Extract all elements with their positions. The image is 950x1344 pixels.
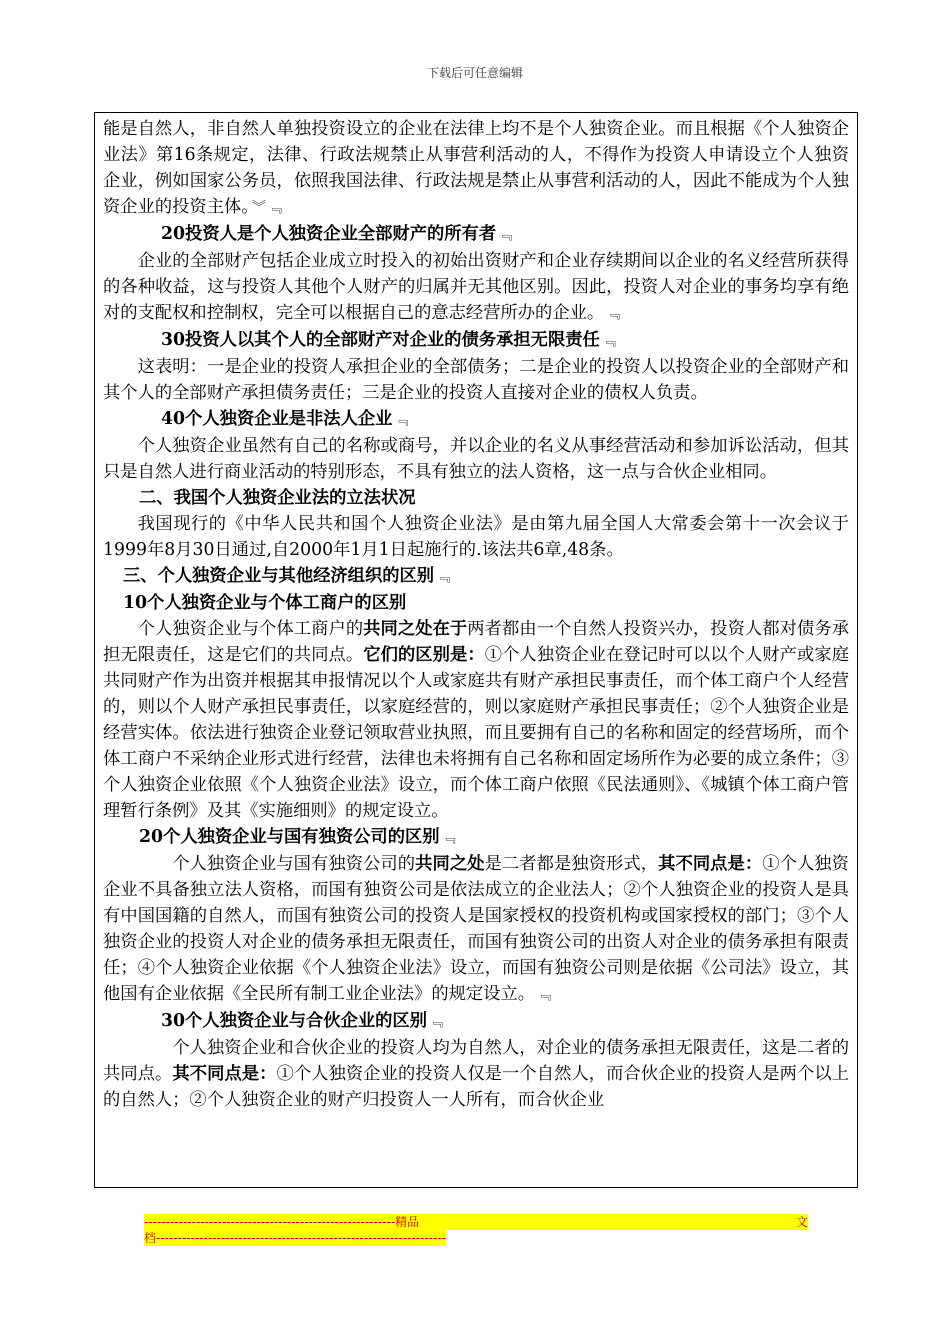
- heading-vs-state-owned: 20个人独资企业与国有独资公司的区别 ﹃: [139, 827, 456, 847]
- paragraph-mark-icon: ﹃: [267, 200, 282, 216]
- page-footer: [144, 1214, 808, 1246]
- paragraph-mark-icon: ﹃: [441, 830, 456, 846]
- paragraph-legislation: 我国现行的《中华人民共和国个人独资企业法》是由第九届全国人大常委会第十一次会议于1999年8月30日通过,自2000年1月1日起施行的.该法共6章,48条。: [103, 514, 849, 560]
- chevron-mark-icon: ︾: [251, 200, 266, 216]
- paragraph-unlimited-liability: 这表明：一是企业的投资人承担企业的全部债务；二是企业的投资人以投资企业的全部财产和其个人的全部财产承担债务责任；三是企业的投资人直接对企业的债权人负责。: [103, 357, 849, 403]
- heading-differences: 三、个人独资企业与其他经济组织的区别 ﹃: [123, 566, 451, 586]
- heading-investor-owner: 20投资人是个人独资企业全部财产的所有者 ﹃: [161, 224, 513, 244]
- document-body: [94, 112, 858, 1188]
- paragraph-mark-icon: ﹃: [429, 1014, 443, 1030]
- paragraph-intro: 能是自然人，非自然人单独投资设立的企业在法律上均不是个人独资企业。而且根据《个人独资企业法》第16条规定，法律、行政法规禁止从事营利活动的人，不得作为投资人申请设立个人独资企业，例如国家公务员，依照我国法律、行政法规是禁止从事营利活动的人，因此不能成为个人独资企业的投资主体。 ︾ ﹃: [103, 119, 849, 217]
- heading-non-legal-person: 40个人独资企业是非法人企业 ﹃: [161, 409, 409, 429]
- page-header: 下载后可任意编辑: [426, 66, 523, 80]
- paragraph-mark-icon: ﹃: [606, 306, 621, 322]
- heading-vs-partnership: 30个人独资企业与合伙企业的区别 ﹃: [161, 1011, 443, 1031]
- paragraph-vs-individual-business: 个人独资企业与个体工商户的共同之处在于两者都由一个自然人投资兴办，投资人都对债务承担无限责任，这是它们的共同点。它们的区别是：①个人独资企业在登记时可以以个人财产或家庭共同财产作为出资并根据其申报情况以个人或家庭共有财产承担民事责任，而个体工商户个人经营的，则以个人财产承担民事责任，以家庭经营的，则以家庭财产承担民事责任；②个人独资企业是经营实体。依法进行独资企业登记领取营业执照，而且要拥有自己的名称和固定的经营场所，而个体工商户不采纳企业形式进行经营，法律也未将拥有自己名称和固定场所作为必要的成立条件；③个人独资企业依照《个人独资企业法》设立，而个体工商户依照《民法通则》、《城镇个体工商户管理暂行条例》及其《实施细则》的规定设立。: [103, 619, 849, 821]
- footer-line-1: ---------------------------------------------------------- 精 品 文: [144, 1215, 808, 1229]
- paragraph-mark-icon: ﹃: [436, 569, 451, 585]
- paragraph-mark-icon: ﹃: [394, 412, 409, 428]
- paragraph-mark-icon: ﹃: [537, 987, 552, 1003]
- paragraph-mark-icon: ﹃: [601, 333, 616, 349]
- paragraph-vs-partnership: 个人独资企业和合伙企业的投资人均为自然人，对企业的债务承担无限责任，这是二者的共同点。其不同点是：①个人独资企业的投资人仅是一个自然人，而合伙企业的投资人是两个以上的自然人；②个人独资企业的财产归投资人一人所有，而合伙企业: [103, 1038, 849, 1110]
- heading-legislation: 二、我国个人独资企业法的立法状况: [139, 488, 416, 508]
- paragraph-non-legal-person: 个人独资企业虽然有自己的名称或商号，并以企业的名义从事经营活动和参加诉讼活动，但其只是自然人进行商业活动的特别形态，不具有独立的法人资格，这一点与合伙企业相同。: [103, 436, 849, 482]
- heading-unlimited-liability: 30投资人以其个人的全部财产对企业的债务承担无限责任 ﹃: [161, 330, 616, 350]
- heading-vs-individual-business: 10个人独资企业与个体工商户的区别: [123, 593, 407, 613]
- paragraph-vs-state-owned: 个人独资企业与国有独资公司的共同之处是二者都是独资形式，其不同点是：①个人独资企业不具备独立法人资格，而国有独资公司是依法成立的企业法人；②个人独资企业的投资人是具有中国国籍的自然人，而国有独资公司的投资人是国家授权的投资机构或国家授权的部门；③个人独资企业的投资人对企业的债务承担无限责任，而国有独资公司的出资人对企业的债务承担有限责任；④个人独资企业依据《个人独资企业法》设立，而国有独资公司则是依据《公司法》设立，其他国有企业依据《全民所有制工业企业法》的规定设立。 ﹃: [103, 854, 849, 1004]
- footer-line-2: 档-------------------------------------------------------------------: [144, 1231, 447, 1245]
- paragraph-investor-owner: 企业的全部财产包括企业成立时投入的初始出资财产和企业存续期间以企业的名义经营所获得的各种收益，这与投资人其他个人财产的归属并无其他区别。因此，投资人对企业的事务均享有绝对的支配权和控制权，完全可以根据自己的意志经营所办的企业。 ﹃: [103, 251, 849, 323]
- paragraph-mark-icon: ﹃: [498, 227, 513, 243]
